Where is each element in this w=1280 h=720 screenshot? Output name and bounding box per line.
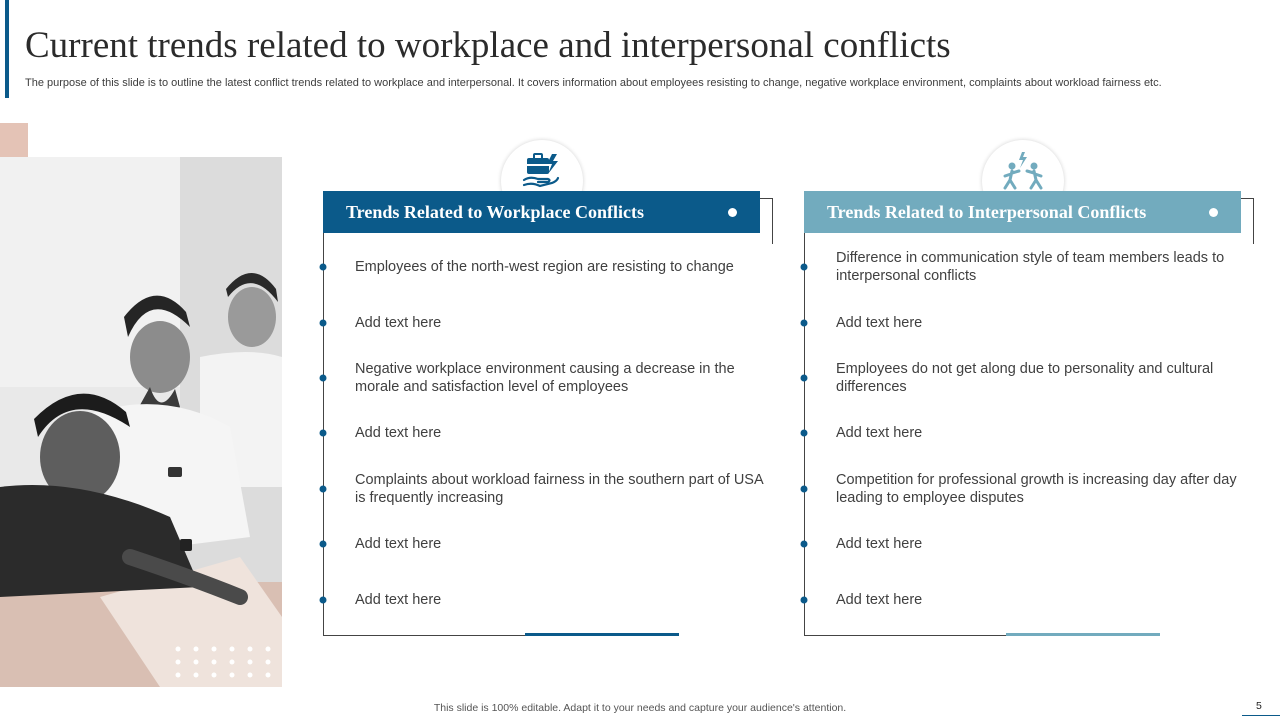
list-item-text: Add text here [355,592,442,608]
bullet-icon [800,429,808,437]
list-item-text: Add text here [836,592,923,608]
workplace-conflicts-panel [323,140,773,640]
frame-right-edge [772,198,773,244]
page-number-underline [1242,715,1280,716]
list-item-text: Difference in communication style of team members leads to interpersonal conflicts [836,250,1225,284]
list-item-text: Add text here [355,425,442,441]
list-item [804,303,1249,343]
bullet-icon [800,540,808,548]
frame-bottom-edge [323,635,525,636]
briefcase-hand-icon [522,152,562,188]
interpersonal-conflicts-panel [804,140,1254,640]
bullet-icon [800,596,808,604]
list-item [323,358,768,398]
list-item [804,524,1249,564]
list-item-text: Competition for professional growth is increasing day after day leading to employee disputes [836,472,1237,506]
list-item-text: Add text here [836,315,923,331]
slide-footer: This slide is 100% editable. Adapt it to your needs and capture your audience's attention. [433,702,847,714]
list-item-text: Add text here [355,315,442,331]
bullet-icon [319,263,327,271]
frame-bottom-edge [804,635,1006,636]
list-item [804,413,1249,453]
list-item [804,580,1249,620]
list-item [323,469,768,509]
list-item [323,413,768,453]
page-number: 5 [1256,700,1262,712]
bullet-icon [319,429,327,437]
list-item-text: Complaints about workload fairness in the southern part of USA is frequently increasing [355,472,763,506]
bullet-icon [319,540,327,548]
list-item [804,469,1249,509]
frame-right-edge [1253,198,1254,244]
bullet-icon [800,319,808,327]
list-item-text: Employees of the north-west region are resisting to change [355,259,734,275]
list-item-text: Employees do not get along due to personality and cultural differences [836,361,1214,395]
list-item-text: Negative workplace environment causing a decrease in the morale and satisfaction level of employees [355,361,735,395]
interpersonal-header [804,191,1241,233]
bullet-icon [319,374,327,382]
header-dot [1209,208,1218,217]
list-item-text: Add text here [836,536,923,552]
bullet-icon [800,374,808,382]
list-item [323,303,768,343]
bullet-icon [319,319,327,327]
slide-subtitle: The purpose of this slide is to outline the latest conflict trends related to workplace and interpersonal. It covers information about employees resisting to change, negative workplace environment, complaints about workload fairness etc. [25,77,1162,89]
team-meeting-photo [0,157,282,687]
slide-title: Current trends related to workplace and interpersonal conflicts [25,25,951,66]
list-item [804,247,1249,287]
people-conflict-icon [1002,152,1044,190]
list-item-text: Add text here [836,425,923,441]
bullet-icon [319,596,327,604]
title-accent-bar [5,0,9,98]
bullet-icon [800,485,808,493]
workplace-header [323,191,760,233]
list-item [804,358,1249,398]
bullet-icon [319,485,327,493]
header-dot [728,208,737,217]
interpersonal-heading: Trends Related to Interpersonal Conflicts [827,201,1147,222]
bullet-icon [800,263,808,271]
list-item [323,247,768,287]
frame-bottom-accent [1006,633,1160,636]
list-item [323,524,768,564]
frame-bottom-accent [525,633,679,636]
workplace-heading: Trends Related to Workplace Conflicts [346,201,644,222]
list-item [323,580,768,620]
list-item-text: Add text here [355,536,442,552]
